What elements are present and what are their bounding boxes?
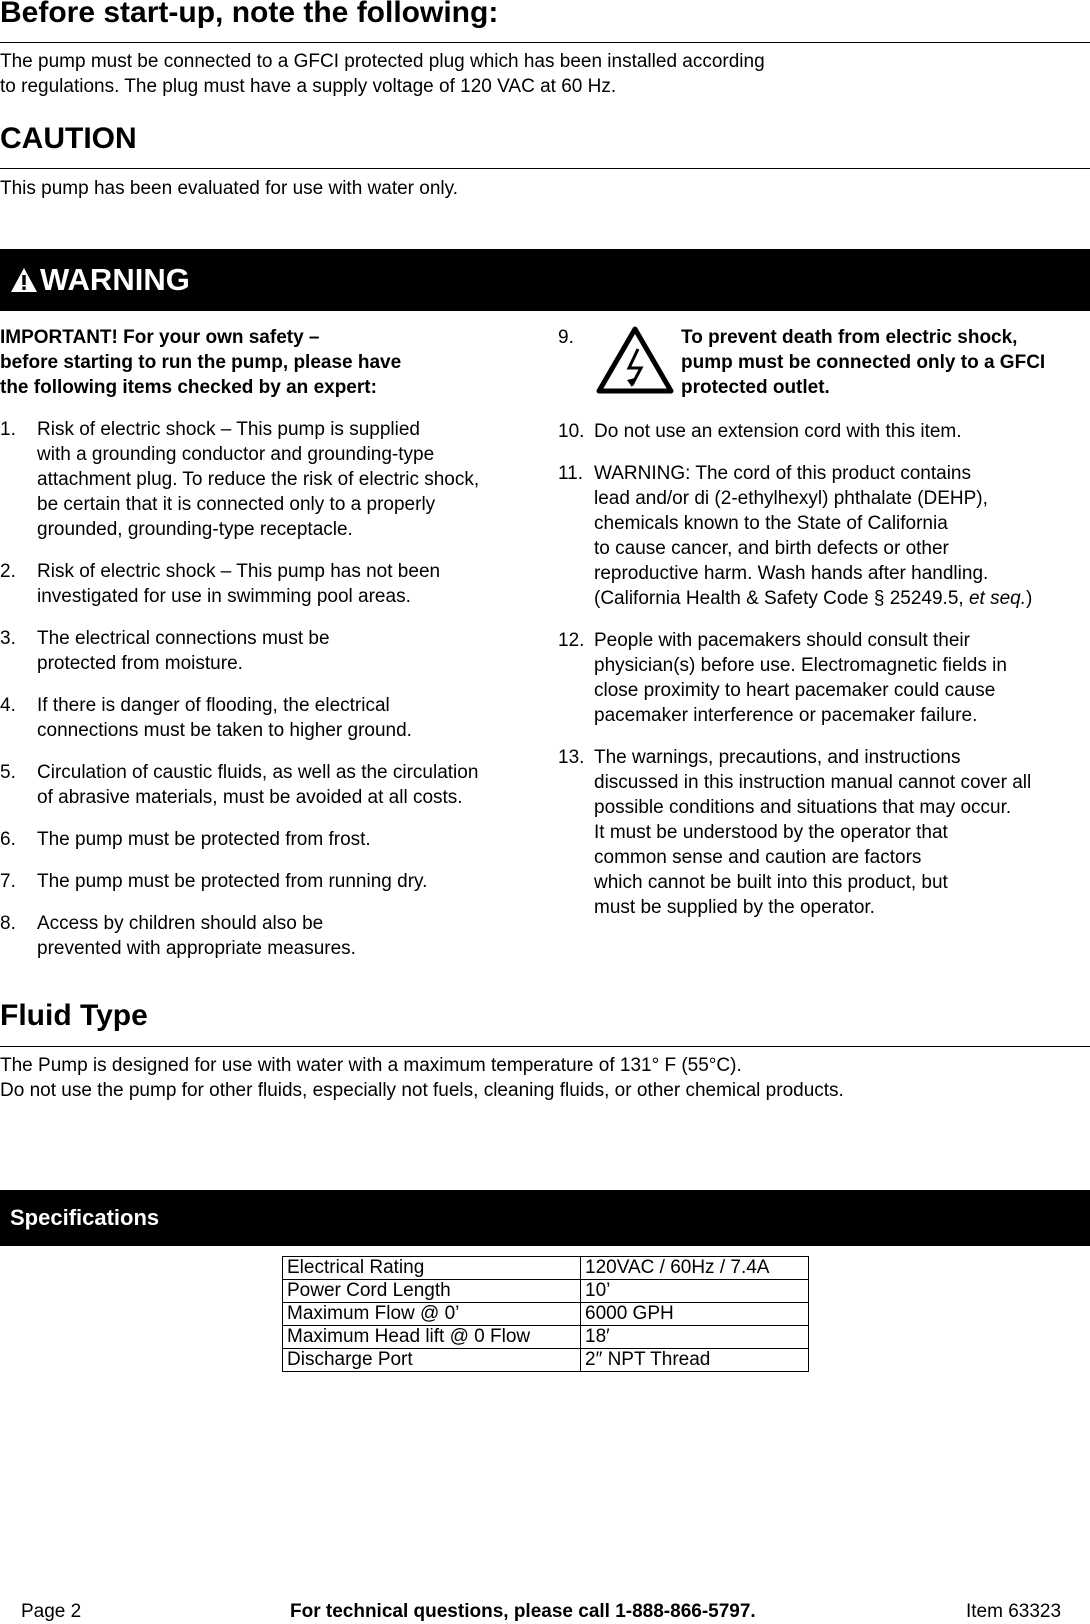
item-line: which cannot be built into this product, but [594,872,948,893]
spec-value: 2″ NPT Thread [581,1349,809,1372]
table-row [283,1326,809,1349]
item-text [37,417,540,542]
spec-value: 10’ [581,1280,809,1303]
item-line: common sense and caution are factors [594,847,922,868]
citation-text: (California Health & Safety Code § 25249.5, [594,588,969,609]
spec-label: Discharge Port [283,1349,581,1372]
spec-label: Maximum Head lift @ 0 Flow [283,1326,581,1349]
warning-item [558,461,1090,611]
item-number: 1. [0,419,16,440]
item-line: discussed in this instruction manual cannot cover all [594,772,1032,793]
item-number: 12. [558,630,585,651]
fluid-rule [0,1046,1090,1047]
warning-triangle-icon [10,267,38,293]
warning-intro [0,325,540,400]
startup-line-1: The pump must be connected to a GFCI protected plug which has been installed according [0,51,765,72]
item-text [594,745,1090,920]
warning-item-9 [558,325,1090,402]
item-line: grounded, grounding-type receptacle. [37,519,353,540]
spec-label: Electrical Rating [283,1257,581,1280]
citation-close: ) [1026,588,1033,609]
warning-right-column [558,325,1090,937]
item-line: It must be understood by the operator that [594,822,948,843]
item-line: Do not use an extension cord with this item. [594,421,962,442]
warning-item [0,559,540,609]
item-line [594,586,1090,611]
warning-intro-line: IMPORTANT! For your own safety – [0,327,320,348]
item-text [594,628,1090,728]
item-line: The pump must be protected from running dry. [37,871,428,892]
item-line: Circulation of caustic fluids, as well as the circulation [37,762,479,783]
warning-right-list [558,419,1090,920]
item-number: 6. [0,829,16,850]
fluid-heading: Fluid Type [0,999,148,1032]
warning-intro-line: the following items checked by an expert: [0,377,377,398]
item-number: 3. [0,628,16,649]
table-row [283,1257,809,1280]
warning-left-list [0,417,540,961]
warning-item [0,869,540,894]
item-line: Risk of electric shock – This pump has not been [37,561,441,582]
caution-text: This pump has been evaluated for use with water only. [0,178,459,199]
item-text [594,461,1090,611]
warning-item [0,760,540,810]
spec-value: 6000 GPH [581,1303,809,1326]
item-line: with a grounding conductor and grounding-type [37,444,435,465]
item-line: WARNING: The cord of this product contains [594,463,971,484]
item-line: possible conditions and situations that may occur. [594,797,1012,818]
item-text [37,693,540,743]
item-text [37,626,540,676]
item-line: protected outlet. [681,377,830,398]
item-line: investigated for use in swimming pool areas. [37,586,411,607]
item-line: To prevent death from electric shock, [681,327,1018,348]
item-line: to cause cancer, and birth defects or other [594,538,949,559]
warning-item [0,626,540,676]
item-number: 2. [0,561,16,582]
warning-item [0,911,540,961]
item-text [37,869,540,894]
table-row [283,1349,809,1372]
warning-item [558,628,1090,728]
specifications-banner [0,1190,1090,1246]
item-number: 11. [558,463,584,484]
warning-item [558,745,1090,920]
item-line: lead and/or di (2-ethylhexyl) phthalate (DEHP), [594,488,988,509]
item-text [37,911,540,961]
startup-rule [0,42,1090,43]
footer-page: Page 2 [21,1601,82,1622]
item-9-text [681,325,1045,402]
item-line: The electrical connections must be [37,628,330,649]
item-line: People with pacemakers should consult their [594,630,970,651]
item-line: protected from moisture. [37,653,243,674]
spec-label: Power Cord Length [283,1280,581,1303]
startup-line-2: to regulations. The plug must have a supply voltage of 120 VAC at 60 Hz. [0,76,617,97]
item-line: prevented with appropriate measures. [37,938,356,959]
fluid-text [0,1053,844,1103]
item-line: If there is danger of flooding, the electrical [37,695,390,716]
item-line: must be supplied by the operator. [594,897,875,918]
startup-heading: Before start-up, note the following: [0,0,499,29]
item-line: physician(s) before use. Electromagnetic fields in [594,655,1007,676]
item-line: chemicals known to the State of California [594,513,948,534]
table-row [283,1280,809,1303]
item-number: 7. [0,871,16,892]
warning-intro-line: before starting to run the pump, please have [0,352,402,373]
spec-label: Maximum Flow @ 0’ [283,1303,581,1326]
item-text [37,827,540,852]
item-line: Risk of electric shock – This pump is supplied [37,419,420,440]
item-line: of abrasive materials, must be avoided at all costs. [37,787,463,808]
item-text [37,559,540,609]
item-line: be certain that it is connected only to a properly [37,494,436,515]
fluid-line-2: Do not use the pump for other fluids, especially not fuels, cleaning fluids, or other chemical products. [0,1080,844,1101]
warning-left-column [0,325,540,978]
item-text [37,760,540,810]
caution-heading: CAUTION [0,122,137,155]
item-line: The pump must be protected from frost. [37,829,371,850]
table-row [283,1303,809,1326]
footer-item-number: Item 63323 [966,1601,1062,1622]
warning-item [558,419,1090,444]
item-number: 4. [0,695,16,716]
item-text [594,419,1090,444]
specifications-heading: Specifications [10,1205,160,1230]
item-line: reproductive harm. Wash hands after handling. [594,563,989,584]
item-line: Access by children should also be [37,913,324,934]
item-number: 8. [0,913,16,934]
spec-value: 120VAC / 60Hz / 7.4A [581,1257,809,1280]
warning-item [0,693,540,743]
startup-text [0,49,765,99]
citation-italic: et seq. [968,588,1026,609]
item-number: 13. [558,747,585,768]
item-number: 5. [0,762,16,783]
fluid-line-1: The Pump is designed for use with water with a maximum temperature of 131° F (55°C). [0,1055,742,1076]
warning-heading: WARNING [40,262,190,297]
specifications-table [282,1256,809,1372]
item-line: attachment plug. To reduce the risk of electric shock, [37,469,480,490]
item-number: 9. [558,327,574,348]
item-line: pump must be connected only to a GFCI [681,352,1046,373]
item-number: 10. [558,421,585,442]
caution-rule [0,168,1090,169]
warning-banner [0,249,1090,311]
item-line: pacemaker interference or pacemaker failure. [594,705,978,726]
warning-item [0,417,540,542]
spec-value: 18′ [581,1326,809,1349]
item-line: The warnings, precautions, and instructions [594,747,961,768]
warning-item [0,827,540,852]
item-line: connections must be taken to higher ground. [37,720,412,741]
footer-tech-support: For technical questions, please call 1-888-866-5797. [290,1601,756,1622]
item-line: close proximity to heart pacemaker could cause [594,680,996,701]
electric-shock-icon [594,325,681,402]
